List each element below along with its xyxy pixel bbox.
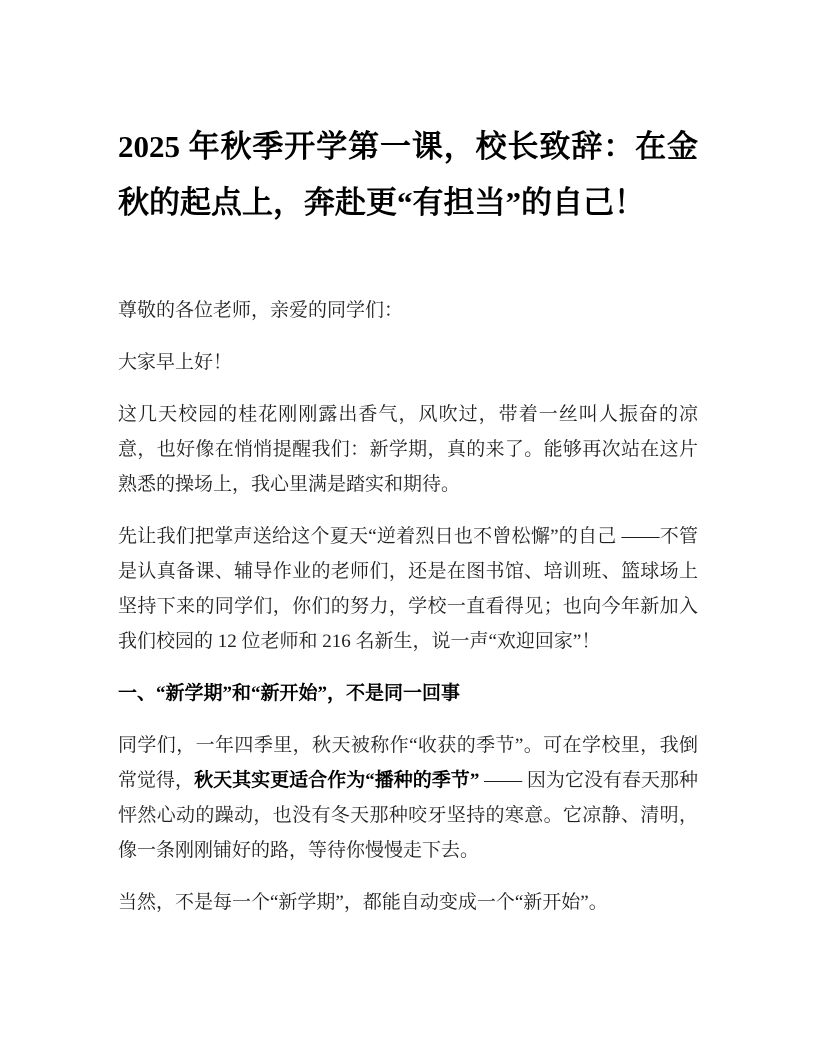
season-run-bold: 秋天其实更适合作为“播种的季节” [194,770,480,791]
paragraph-salutation: 大家早上好！ [118,352,233,373]
paragraph-season [118,728,698,868]
section-heading-one: 一、“新学期”和“新开始”，不是同一回事 [118,683,461,704]
paragraph-opening: 这几天校园的桂花刚刚露出香气，风吹过，带着一丝叫人振奋的凉意，也好像在悄悄提醒我们：新学期，真的来了。能够再次站在这片熟悉的操场上，我心里满是踏实和期待。 [118,404,698,495]
paragraph-applause: 先让我们把掌声送给这个夏天“逆着烈日也不曾松懈”的自己 ——不管是认真备课、辅导作业的老师们，还是在图书馆、培训班、篮球场上坚持下来的同学们，你们的努力，学校一直看得见；也向今年新加入我们校园的 12 位老师和 216 名新生，说一声“欢迎回家”！ [118,526,698,652]
document-title: 2025 年秋季开学第一课，校长致辞：在金秋的起点上，奔赴更“有担当”的自己！ [118,129,698,220]
paragraph-greeting: 尊敬的各位老师，亲爱的同学们： [118,300,404,321]
season-run-before: 同学们，一年四季里，秋天被称作“收获的季节”。可在学校里，我倒常觉得， [118,735,698,791]
paragraph-closing: 当然，不是每一个“新学期”，都能自动变成一个“新开始”。 [118,892,608,913]
season-run-after: —— 因为它没有春天那种怦然心动的躁动，也没有冬天那种咬牙坚持的寒意。它凉静、清明，像一条刚刚铺好的路，等待你慢慢走下去。 [118,770,698,861]
